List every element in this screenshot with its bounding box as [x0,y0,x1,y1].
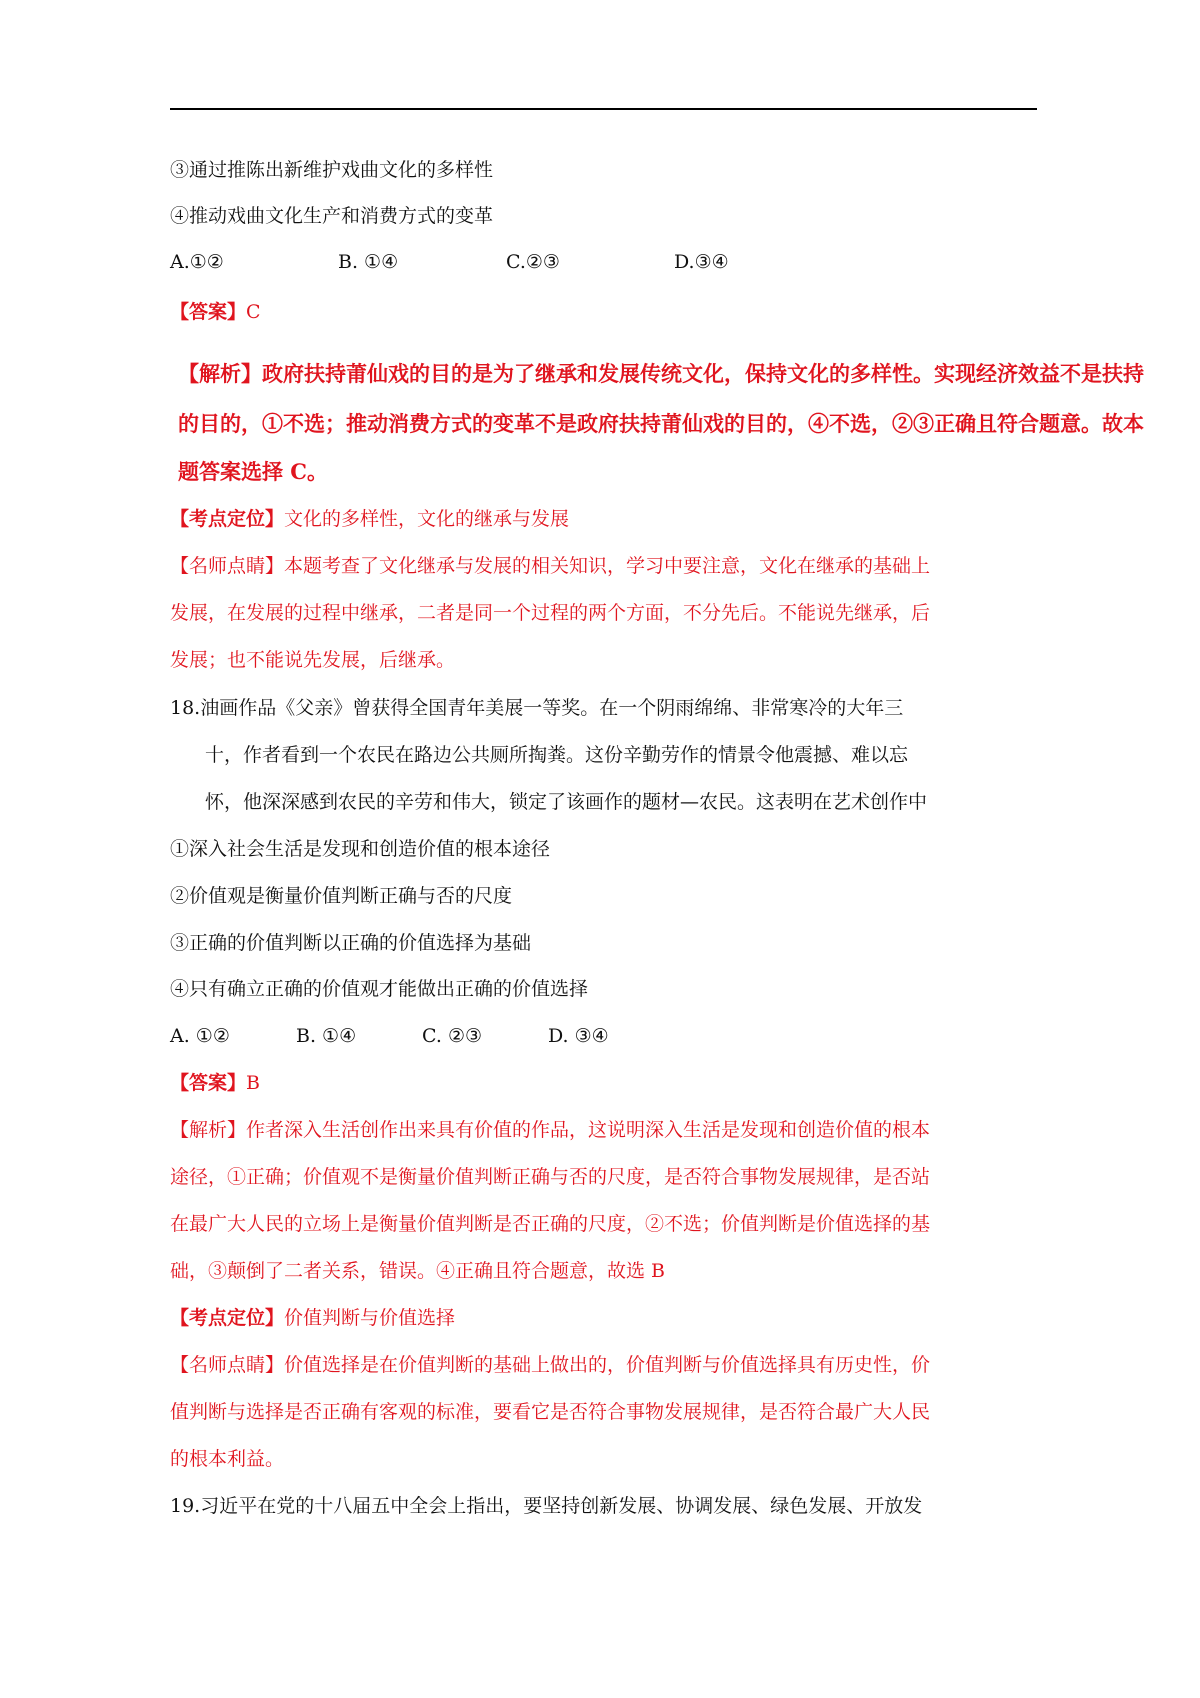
header-rule [170,108,1037,110]
q17-teacher-line-2: 发展，在发展的过程中继承，二者是同一个过程的两个方面，不分先后。不能说先继承，后 [170,602,931,624]
q17-knowledge-point [170,507,569,531]
q18-choice-a: A. ①② [170,1025,230,1047]
q18-analysis-line-4: 础，③颠倒了二者关系，错误。④正确且符合题意，故选 B [170,1260,666,1282]
q18-choices [170,1024,609,1048]
q19-stem-line-1: 19.习近平在党的十八届五中全会上指出，要坚持创新发展、协调发展、绿色发展、开放发 [170,1495,923,1517]
q17-analysis-line-2: 的目的，①不选；推动消费方式的变革不是政府扶持莆仙戏的目的，④不选，②③正确且符合题意。故本 [178,411,1144,436]
q18-choice-c: C. ②③ [422,1025,483,1047]
q18-answer-value: B [246,1072,260,1094]
q17-answer [170,300,261,324]
q17-choice-c: C.②③ [506,251,560,273]
q17-choice-d: D.③④ [674,251,729,273]
q18-answer [170,1071,260,1095]
q18-teacher-line-3: 的根本利益。 [170,1448,285,1470]
q18-analysis-line-1: 【解析】作者深入生活创作出来具有价值的作品，这说明深入生活是发现和创造价值的根本 [170,1119,931,1141]
q18-stem-line-1: 18.油画作品《父亲》曾获得全国青年美展一等奖。在一个阴雨绵绵、非常寒冷的大年三 [170,697,904,719]
q17-answer-tag: 【答案】 [170,301,247,323]
q18-option-3: ③正确的价值判断以正确的价值选择为基础 [170,932,532,954]
q18-kp-tag: 【考点定位】 [170,1307,285,1329]
q17-analysis-line-1: 【解析】政府扶持莆仙戏的目的是为了继承和发展传统文化，保持文化的多样性。实现经济效益不是扶持 [178,361,1144,386]
q17-choice-b: B. ①④ [338,251,399,273]
q18-option-2: ②价值观是衡量价值判断正确与否的尺度 [170,885,513,907]
q17-answer-value: C [246,301,261,323]
q18-option-1: ①深入社会生活是发现和创造价值的根本途径 [170,838,551,860]
q17-analysis-line-3: 题答案选择 C。 [178,459,329,484]
q17-teacher-line-3: 发展；也不能说先发展，后继承。 [170,649,456,671]
q18-teacher-line-2: 值判断与选择是否正确有客观的标准，要看它是否符合事物发展规律，是否符合最广大人民 [170,1401,931,1423]
q18-stem-line-3: 怀，他深深感到农民的辛劳和伟大，锁定了该画作的题材—农民。这表明在艺术创作中 [205,791,928,813]
q17-option-3: ③通过推陈出新维护戏曲文化的多样性 [170,159,494,181]
q17-choices [170,250,729,274]
q17-kp-text: 文化的多样性，文化的继承与发展 [284,508,570,530]
q18-choice-d: D. ③④ [548,1025,609,1047]
q18-teacher-line-1: 【名师点睛】价值选择是在价值判断的基础上做出的，价值判断与价值选择具有历史性，价 [170,1354,931,1376]
q17-option-4: ④推动戏曲文化生产和消费方式的变革 [170,205,494,227]
q18-analysis-line-2: 途径，①正确；价值观不是衡量价值判断正确与否的尺度，是否符合事物发展规律，是否站 [170,1166,931,1188]
q17-kp-tag: 【考点定位】 [170,508,285,530]
q18-knowledge-point [170,1306,455,1330]
q18-analysis-line-3: 在最广大人民的立场上是衡量价值判断是否正确的尺度，②不选；价值判断是价值选择的基 [170,1213,931,1235]
q18-answer-tag: 【答案】 [170,1072,247,1094]
q18-stem-line-2: 十，作者看到一个农民在路边公共厕所掏粪。这份辛勤劳作的情景令他震撼、难以忘 [205,744,909,766]
q17-choice-a: A.①② [170,251,224,273]
q18-option-4: ④只有确立正确的价值观才能做出正确的价值选择 [170,978,589,1000]
q18-choice-b: B. ①④ [296,1025,357,1047]
q17-teacher-line-1: 【名师点睛】本题考查了文化继承与发展的相关知识，学习中要注意，文化在继承的基础上 [170,555,931,577]
q18-kp-text: 价值判断与价值选择 [284,1307,456,1329]
